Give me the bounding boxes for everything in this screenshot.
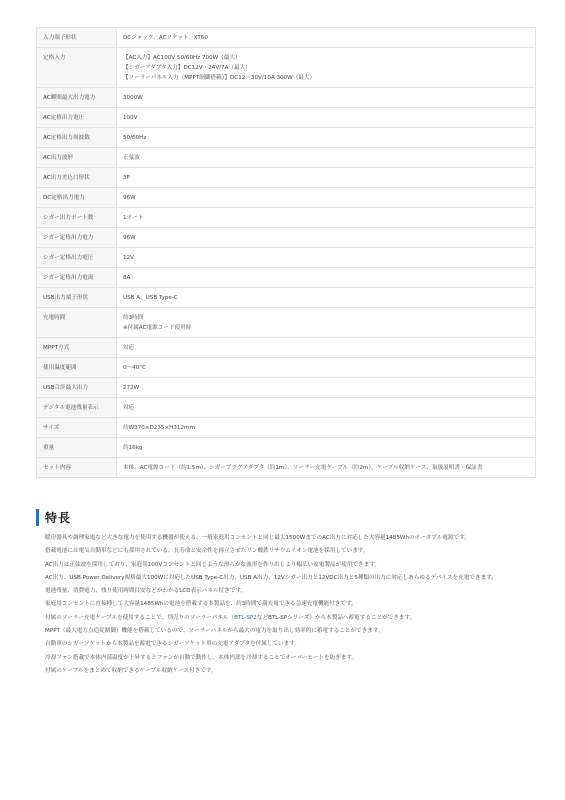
spec-label: 充電時間 [37,308,117,338]
feature-text-tail: などBTL-SPシリーズ）から本製品へ蓄電することができます。 [256,614,416,621]
feature-text: 搭載電池には電気自動車などにも採用されている、長寿命と安全性を両立させたリン酸鉄リチウムイオン電池を採用しています。 [45,548,369,555]
spec-row [37,248,536,268]
spec-label: 入力端子形状 [37,28,117,48]
spec-value: 96W [117,228,536,248]
spec-row [37,48,536,88]
spec-label: 重量 [37,438,117,458]
feature-item [45,627,536,637]
feature-text: 付属のケーブルをまとめて収納できるケーブル収納ケース付きです。 [45,667,217,674]
spec-label: AC出力差込口形状 [37,168,117,188]
spec-row [37,438,536,458]
spec-table [36,27,536,478]
feature-item [45,654,536,664]
spec-value: 272W [117,378,536,398]
spec-row [37,128,536,148]
spec-label: 定格入力 [37,48,117,88]
spec-label: AC定格出力周波数 [37,128,117,148]
spec-value: 50/60Hz [117,128,536,148]
spec-label: USB合計最大出力 [37,378,117,398]
feature-text: 付属のソーラー充電ケーブルを使用することで、別売りのソーラーパネル（ [45,614,235,621]
product-link[interactable]: BTL-SP2 [234,614,257,621]
spec-value: 対応 [117,338,536,358]
feature-text: 冷却ファン搭載で本体内部温度が上昇するとファンが自動で動作し、本体内部を冷却することでオーバーヒートを防ぎます。 [45,654,358,661]
heading-accent-bar [36,509,39,526]
spec-row [37,308,536,338]
spec-label: シガー出力ポート数 [37,208,117,228]
spec-label: DC定格出力電力 [37,188,117,208]
spec-row [37,288,536,308]
spec-value: 8A [117,268,536,288]
features-title: 特長 [45,510,72,525]
features-heading [36,508,536,526]
feature-text: 家庭用コンセントに直接挿して大容量1485Whの電池を搭載する本製品を、約3時間で満充電できる急速充電機能付きです。 [45,601,357,608]
spec-value: USB A、USB Type-C [117,288,536,308]
spec-row [37,418,536,438]
spec-row [37,168,536,188]
feature-item [45,600,536,610]
spec-row [37,208,536,228]
feature-text: AC出力は正弦波を採用しており、家庭用100Vコンセントと同じような滑らかな波形を作り出しより幅広い家電製品が使用できます。 [45,561,380,568]
spec-label: セット内容 [37,458,117,478]
feature-item [45,667,536,677]
spec-row [37,358,536,378]
spec-row [37,188,536,208]
feature-item [45,614,536,624]
spec-label: USB出力端子形状 [37,288,117,308]
feature-text: 暖房器具や調理家電など大きな電力を使用する機器が使える、一般家庭用コンセントと同じ最大1500WまでのAC出力に対応した大容量1485Whのポータブル電源です。 [45,535,470,541]
feature-text: AC出力、USB Power Delivery規格最大100Wに対応したUSB Type-C出力、USB A出力、12Vシガー出力と12VDC出力と5種類の出力に対応しあらゆるデバイスを充電できます。 [45,574,497,581]
spec-row [37,268,536,288]
feature-text: 電池残量、消費電力、残り使用時間目安などがわかるLCD表示パネル付きです。 [45,588,247,595]
spec-value: 対応 [117,398,536,418]
feature-item [45,640,536,650]
spec-value: 【AC入力】AC100V 50/60Hz 700W（最大） 【シガーアダプタ入力】DC12V・24V/7A（最大） 【ソーラーパネル入力（MPPT制御搭載）】DC12～30V/10A 300W（最大） [117,48,536,88]
spec-row [37,108,536,128]
features-section [36,508,536,680]
spec-table-body [37,28,536,478]
feature-text: 自動車のシガーソケットから本製品を蓄電できるシガーソケット用の充電アダプタを付属しています。 [45,641,300,648]
spec-value: 正弦波 [117,148,536,168]
spec-value: 約16kg [117,438,536,458]
feature-item [45,547,536,557]
spec-value: 12V [117,248,536,268]
spec-row [37,378,536,398]
spec-value: 3P [117,168,536,188]
spec-label: シガー定格出力電力 [37,228,117,248]
spec-value: 約3時間 ※付属AC電源コード使用時 [117,308,536,338]
spec-row [37,148,536,168]
spec-value: 0～40°C [117,358,536,378]
feature-text: MPPT（最大電力点追従制御）機能を搭載しているので、ソーラーパネルから最大の電力を取り出し効率的に蓄電することができます。 [45,628,384,635]
spec-label: AC出力波形 [37,148,117,168]
spec-value: 100V [117,108,536,128]
spec-value: 1ポート [117,208,536,228]
spec-label: MPPT方式 [37,338,117,358]
spec-row [37,338,536,358]
spec-value: 96W [117,188,536,208]
spec-row [37,28,536,48]
feature-item [45,574,536,584]
spec-row [37,88,536,108]
feature-item [45,534,536,544]
spec-label: サイズ [37,418,117,438]
spec-value: 3000W [117,88,536,108]
feature-item [45,587,536,597]
spec-label: デジタル電池残量表示 [37,398,117,418]
spec-value: 本体、AC電源コード（約1.5m）、シガープラグアダプタ（約1m）、ソーラー充電ケーブル（約2m）、ケーブル収納ケース、取扱説明書・保証書 [117,458,536,478]
feature-item [45,561,536,571]
features-list [36,534,536,676]
spec-row [37,398,536,418]
spec-row [37,458,536,478]
spec-label: シガー定格出力電圧 [37,248,117,268]
spec-value: 約W370×D235×H312mm [117,418,536,438]
spec-label: AC瞬間最大出力電力 [37,88,117,108]
spec-row [37,228,536,248]
spec-label: シガー定格出力電流 [37,268,117,288]
spec-value: DCジャック、ACソケット、XT60 [117,28,536,48]
spec-label: AC定格出力電圧 [37,108,117,128]
spec-label: 使用温度範囲 [37,358,117,378]
